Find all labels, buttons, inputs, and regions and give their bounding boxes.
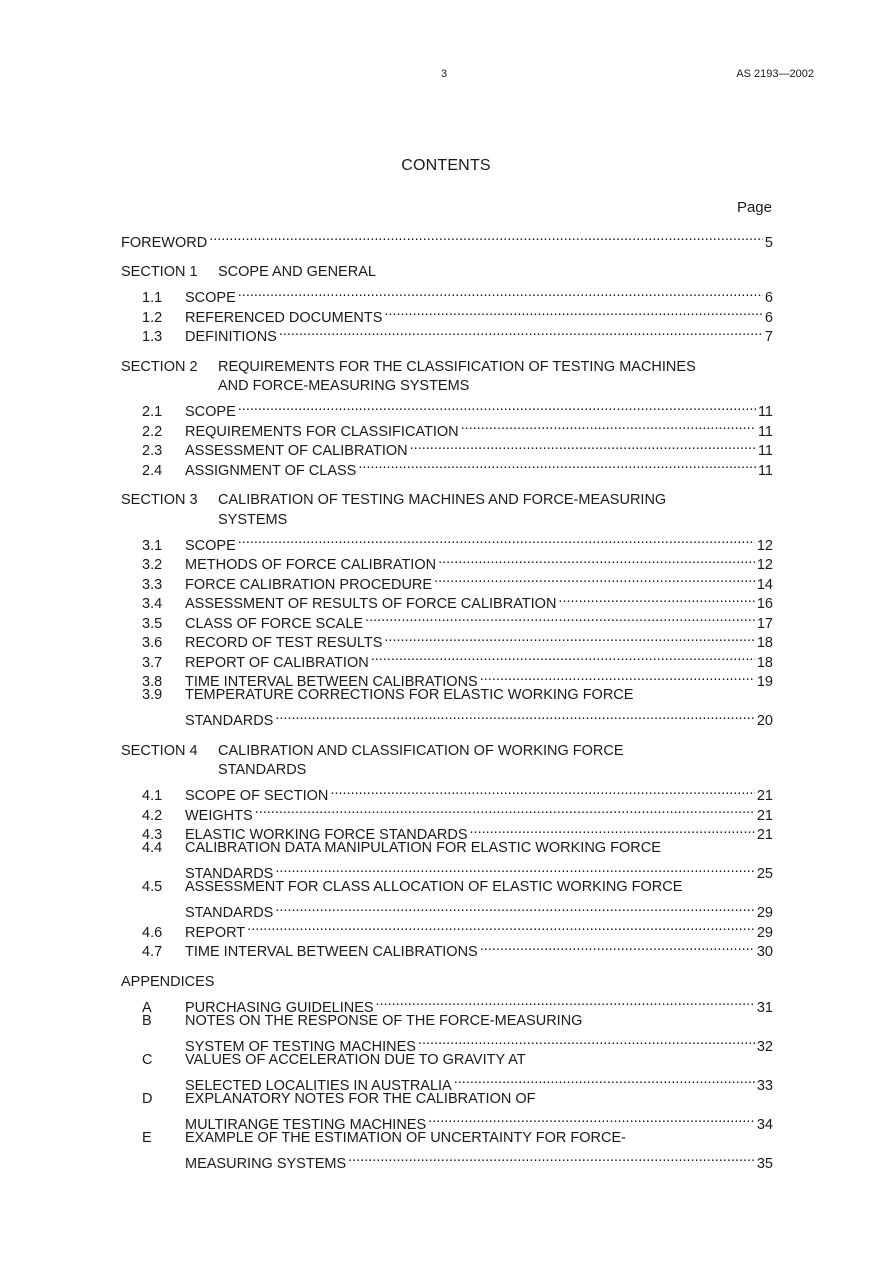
section-title: REQUIREMENTS FOR THE CLASSIFICATION OF TESTING MACHINES	[218, 358, 696, 375]
clause-entry-number: 3.5	[142, 615, 163, 632]
appendix-entry-page: 34	[756, 1116, 773, 1133]
appendix-entry[interactable]	[121, 1148, 773, 1172]
clause-entry-page: 6	[764, 309, 773, 326]
clause-entry-page: 29	[756, 924, 773, 941]
clause-entry-page: 12	[756, 557, 773, 573]
clause-entry-number: 3.9	[142, 687, 163, 703]
clause-entry-page: 21	[756, 807, 773, 824]
appendices-heading: APPENDICES	[121, 973, 215, 990]
dot-leader	[480, 667, 755, 687]
clause-entry-label: CLASS OF FORCE SCALE	[185, 615, 364, 632]
clause-entry-number: 3.1	[142, 537, 163, 554]
appendix-entry-number: B	[142, 1012, 152, 1029]
page-number: 3	[441, 68, 448, 80]
clause-entry[interactable]	[121, 781, 773, 804]
clause-entry-number: 2.2	[142, 423, 163, 440]
clause-entry-page: 11	[757, 443, 773, 459]
clause-entry-label: SCOPE	[185, 404, 236, 420]
clause-entry-number: 4.1	[142, 788, 163, 804]
clause-entry[interactable]	[121, 839, 773, 859]
dot-leader	[358, 455, 756, 475]
dot-leader	[275, 859, 755, 879]
clause-entry-page: 11	[757, 404, 773, 420]
dot-leader	[376, 992, 755, 1012]
appendix-entry[interactable]	[121, 1051, 773, 1071]
section-title: CALIBRATION OF TESTING MACHINES AND FORCE-MEASURING	[218, 492, 667, 508]
clause-entry-number: 4.5	[142, 879, 163, 895]
clause-entry-page: 12	[756, 537, 773, 554]
clause-entry-page: 21	[756, 827, 773, 843]
clause-entry-page: 18	[756, 635, 773, 651]
appendix-entry[interactable]	[121, 1129, 773, 1149]
dot-leader	[238, 530, 755, 550]
dot-leader	[470, 820, 755, 840]
clause-entry-label: TEMPERATURE CORRECTIONS FOR ELASTIC WORKING FORCE	[185, 687, 634, 703]
clause-entry-label: WEIGHTS	[185, 807, 253, 824]
dot-leader	[428, 1109, 755, 1129]
dot-leader	[255, 800, 755, 820]
clause-entry-label: TIME INTERVAL BETWEEN CALIBRATIONS	[185, 674, 478, 690]
page-title: CONTENTS	[401, 157, 491, 174]
appendix-entry[interactable]	[121, 1031, 773, 1055]
clause-entry-page: 21	[756, 788, 773, 804]
section-spacer	[121, 247, 773, 264]
clause-entry-number: 3.7	[142, 654, 163, 671]
clause-entry-label: ASSIGNMENT OF CLASS	[185, 462, 357, 479]
clause-entry-number: 3.8	[142, 674, 163, 690]
appendix-entry-label: MEASURING SYSTEMS	[185, 1155, 347, 1172]
dot-leader	[348, 1148, 755, 1168]
clause-entry-label: SCOPE	[185, 537, 236, 554]
clause-entry-page: 11	[757, 462, 773, 479]
appendix-entry-label: PURCHASING GUIDELINES	[185, 999, 374, 1016]
clause-entry-number: 4.6	[142, 924, 163, 941]
clause-entry-label: SCOPE OF SECTION	[185, 788, 329, 804]
toc-entry-page: 5	[764, 234, 773, 251]
appendix-entry-page: 32	[756, 1038, 773, 1055]
appendix-entry-label: MULTIRANGE TESTING MACHINES	[185, 1116, 427, 1133]
clause-entry-number: 4.7	[142, 944, 163, 960]
section-number: SECTION 3	[121, 492, 198, 508]
dot-leader	[558, 589, 754, 609]
dot-leader	[275, 898, 755, 918]
clause-entry-number: 3.2	[142, 557, 163, 573]
dot-leader	[365, 608, 755, 628]
clause-entry-page: 17	[756, 615, 773, 632]
standard-number: AS 2193—2002	[736, 68, 814, 80]
section-heading	[121, 263, 773, 283]
clause-entry-number: 3.4	[142, 596, 163, 612]
section-number: SECTION 1	[121, 264, 198, 280]
dot-leader	[384, 628, 754, 648]
clause-entry-label: METHODS OF FORCE CALIBRATION	[185, 557, 437, 573]
clause-entry-label: CALIBRATION DATA MANIPULATION FOR ELASTIC WORKING FORCE	[185, 840, 661, 856]
clause-entry-page: 7	[764, 329, 773, 345]
dot-leader	[275, 706, 755, 726]
appendix-entry-label: VALUES OF ACCELERATION DUE TO GRAVITY AT	[185, 1051, 526, 1068]
clause-entry-page: 16	[756, 596, 773, 612]
appendix-entry-number: A	[142, 999, 152, 1016]
clause-entry-label: STANDARDS	[185, 866, 274, 882]
appendix-entry-number: D	[142, 1090, 153, 1107]
toc-entry-foreword[interactable]	[121, 227, 773, 251]
appendix-entry-page: 35	[756, 1155, 773, 1172]
section-heading	[121, 358, 773, 378]
dot-leader	[438, 550, 755, 570]
section-number: SECTION 2	[121, 358, 198, 375]
clause-entry-label: ASSESSMENT FOR CLASS ALLOCATION OF ELASTIC WORKING FORCE	[185, 879, 683, 895]
clause-entry-page: 11	[757, 423, 773, 440]
dot-leader	[434, 569, 755, 589]
clause-entry-number: 1.1	[142, 290, 163, 306]
clause-entry-label: RECORD OF TEST RESULTS	[185, 635, 383, 651]
clause-entry-page: 20	[756, 713, 773, 729]
clause-entry-number: 1.2	[142, 309, 163, 326]
dot-leader	[410, 436, 756, 456]
clause-entry-number: 2.1	[142, 404, 163, 420]
dot-leader	[418, 1031, 755, 1051]
clause-entry-label: REPORT OF CALIBRATION	[185, 654, 369, 671]
section-heading	[121, 742, 773, 762]
clause-entry-page: 30	[756, 944, 773, 960]
toc-entry-label: FOREWORD	[121, 234, 208, 251]
dot-leader	[461, 416, 756, 436]
appendix-entry[interactable]	[121, 1012, 773, 1032]
clause-entry-number: 2.4	[142, 462, 163, 479]
appendix-entry-label: EXAMPLE OF THE ESTIMATION OF UNCERTAINTY FOR FORCE-	[185, 1129, 626, 1146]
appendix-entry-label: EXPLANATORY NOTES FOR THE CALIBRATION OF	[185, 1090, 536, 1107]
section-title: SCOPE AND GENERAL	[218, 264, 376, 280]
clause-entry-page: 6	[764, 290, 773, 306]
section-heading	[121, 491, 773, 511]
clause-entry-number: 2.3	[142, 443, 163, 459]
clause-entry-label: SCOPE	[185, 290, 236, 306]
section-title-continued: STANDARDS	[218, 762, 307, 778]
table-of-contents	[121, 227, 773, 1172]
clause-entry-label: ELASTIC WORKING FORCE STANDARDS	[185, 827, 468, 843]
clause-entry-label: REFERENCED DOCUMENTS	[185, 309, 383, 326]
appendix-entry[interactable]	[121, 1070, 773, 1094]
clause-entry-label: REPORT	[185, 924, 246, 941]
clause-entry-number: 4.2	[142, 807, 163, 824]
appendix-entry[interactable]	[121, 992, 773, 1016]
dot-leader	[480, 937, 755, 957]
appendix-entry-page: 33	[756, 1077, 773, 1094]
section-title: CALIBRATION AND CLASSIFICATION OF WORKING FORCE	[218, 742, 624, 759]
page-header	[0, 68, 892, 84]
dot-leader	[330, 781, 754, 801]
appendix-entry-page: 31	[756, 999, 773, 1016]
clause-entry-number: 4.3	[142, 827, 163, 843]
dot-leader	[279, 322, 763, 342]
dot-leader	[247, 917, 755, 937]
clause-entry-page: 18	[756, 654, 773, 671]
clause-entry-label: REQUIREMENTS FOR CLASSIFICATION	[185, 423, 459, 440]
appendix-entry-label: NOTES ON THE RESPONSE OF THE FORCE-MEASURING	[185, 1012, 583, 1029]
page-column-label: Page	[736, 199, 772, 216]
dot-leader	[371, 647, 755, 667]
appendix-entry-label: SELECTED LOCALITIES IN AUSTRALIA	[185, 1077, 452, 1094]
dot-leader	[454, 1070, 755, 1090]
clause-entry-label: STANDARDS	[185, 713, 274, 729]
clause-entry-number: 3.3	[142, 576, 163, 593]
clause-entry-label: TIME INTERVAL BETWEEN CALIBRATIONS	[185, 944, 478, 960]
clause-entry[interactable]	[121, 530, 773, 554]
appendix-entry[interactable]	[121, 1109, 773, 1133]
section-number: SECTION 4	[121, 742, 198, 759]
clause-entry-label: ASSESSMENT OF CALIBRATION	[185, 443, 408, 459]
clause-entry[interactable]	[121, 283, 773, 306]
clause-entry[interactable]	[121, 859, 773, 882]
clause-entry-page: 25	[756, 866, 773, 882]
clause-entry[interactable]	[121, 878, 773, 898]
dot-leader	[209, 227, 763, 247]
appendix-entry-label: SYSTEM OF TESTING MACHINES	[185, 1038, 416, 1055]
clause-entry-number: 1.3	[142, 329, 163, 345]
clause-entry[interactable]	[121, 898, 773, 921]
clause-entry-page: 29	[756, 905, 773, 921]
dot-leader	[384, 302, 763, 322]
appendix-entry-number: C	[142, 1051, 153, 1068]
clause-entry-label: ASSESSMENT OF RESULTS OF FORCE CALIBRATION	[185, 596, 557, 612]
clause-entry-number: 3.6	[142, 635, 163, 651]
clause-entry-label: STANDARDS	[185, 905, 274, 921]
clause-entry-page: 19	[756, 674, 773, 690]
clause-entry[interactable]	[121, 397, 773, 420]
clause-entry-page: 14	[756, 576, 773, 593]
appendix-entry[interactable]	[121, 1090, 773, 1110]
dot-leader	[238, 283, 763, 303]
clause-entry[interactable]	[121, 706, 773, 729]
clause-entry-number: 4.4	[142, 840, 163, 856]
clause-entry[interactable]	[121, 686, 773, 706]
clause-entry-label: FORCE CALIBRATION PROCEDURE	[185, 576, 433, 593]
dot-leader	[238, 397, 756, 417]
appendix-entry-number: E	[142, 1129, 152, 1146]
section-title-continued: AND FORCE-MEASURING SYSTEMS	[218, 378, 470, 394]
clause-entry-label: DEFINITIONS	[185, 329, 277, 345]
section-title-continued: SYSTEMS	[218, 511, 288, 528]
